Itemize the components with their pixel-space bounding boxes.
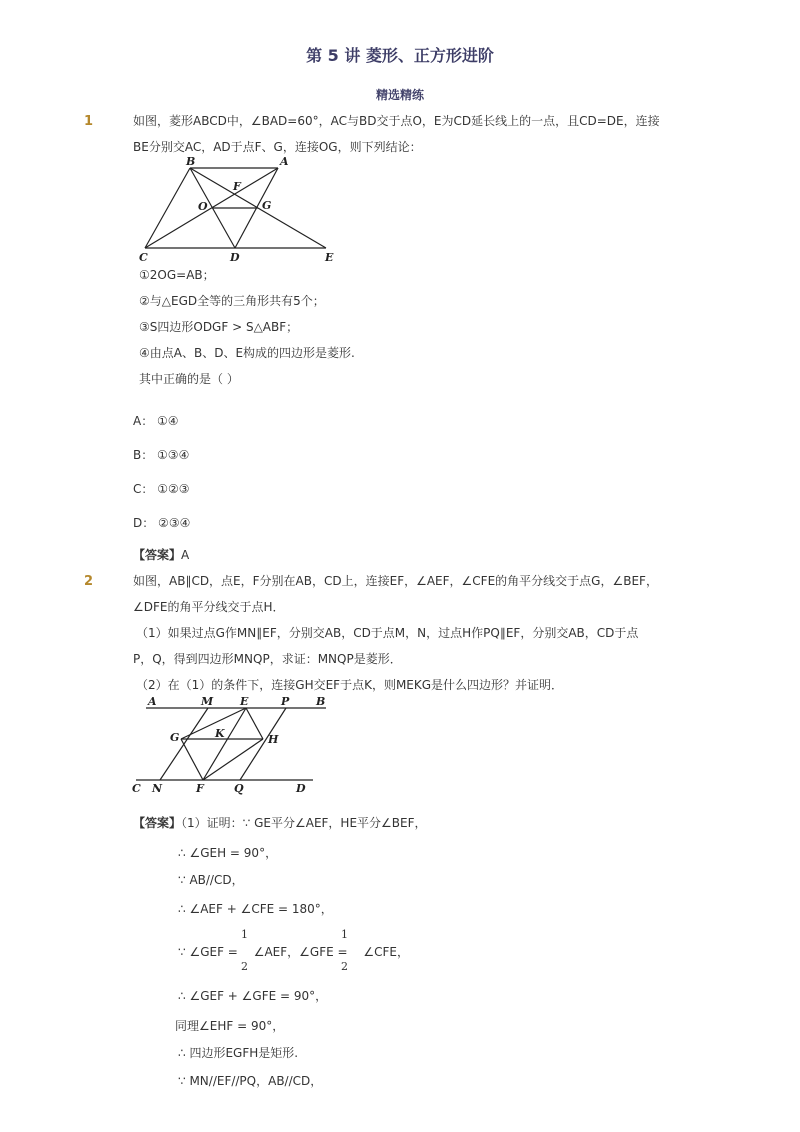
q1-label-O: O — [198, 200, 208, 213]
q2-stem-line1: 如图，AB∥CD，点E，F分别在AB，CD上，连接EF，∠AEF，∠CFE的角平分线交于点G，∠BEF， — [133, 574, 658, 588]
q2-label-C: C — [132, 782, 141, 795]
q2-step-2: ∵ AB//CD， — [178, 873, 244, 887]
q2-part1-line2: P，Q，得到四边形MNQP，求证：MNQP是菱形． — [133, 652, 402, 666]
q2-part2: （2）在（1）的条件下，连接GH交EF于点K，则MEKG是什么四边形？并证明． — [136, 678, 564, 692]
q2-label-E: E — [240, 695, 249, 708]
q2-label-K: K — [215, 727, 225, 740]
q2-step-4-start: ∵ ∠GEF = — [178, 945, 242, 959]
q2-answer-label: 【答案】 — [133, 816, 182, 830]
q2-label-M: M — [201, 695, 214, 708]
q2-label-P: P — [281, 695, 290, 708]
q2-step-7: ∴ 四边形EGFH是矩形. — [178, 1046, 299, 1060]
q2-part1-line1: （1）如果过点G作MN∥EF，分别交AB，CD于点M，N，过点H作PQ∥EF，分别交AB，CD于点 — [136, 626, 639, 640]
q2-label-D: D — [296, 782, 306, 795]
q2-answer-intro-text: （1）证明：∵ GE平分∠AEF，HE平分∠BEF， — [181, 816, 427, 830]
q1-label-D: D — [230, 251, 240, 264]
q1-label-G: G — [262, 199, 272, 212]
q2-step-4-end: ∠CFE， — [363, 945, 409, 959]
q2-label-G: G — [170, 731, 180, 744]
q1-conclusion-1: ①2OG=AB； — [139, 268, 215, 282]
q2-label-B: B — [316, 695, 326, 708]
q1-conclusion-4: ④由点A、B、D、E构成的四边形是菱形. — [139, 346, 355, 360]
q2-step-4 — [178, 944, 409, 960]
q2-label-Q: Q — [234, 782, 244, 795]
q2-step-3: ∴ ∠AEF + ∠CFE = 180°， — [178, 902, 333, 916]
q2-step-1: ∴ ∠GEH = 90°， — [178, 846, 278, 860]
q2-frac2-denominator: 2 — [341, 960, 348, 973]
q1-stem-line1: 如图，菱形ABCD中，∠BAD=60°，AC与BD交于点O，E为CD延长线上的一点，且CD=DE，连接 — [133, 114, 660, 128]
q2-stem-line2: ∠DFE的角平分线交于点H． — [133, 600, 285, 614]
q2-label-A: A — [148, 695, 157, 708]
q1-question: 其中正确的是（ ） — [139, 372, 239, 386]
q2-step-8: ∵ MN//EF//PQ，AB//CD， — [178, 1074, 323, 1088]
q2-step-5: ∴ ∠GEF + ∠GFE = 90°， — [178, 989, 328, 1003]
q1-option-b[interactable]: B： ①③④ — [133, 448, 190, 462]
q2-frac1-denominator: 2 — [241, 960, 248, 973]
q2-step-6: 同理∠EHF = 90°， — [175, 1019, 285, 1033]
section-subtitle: 精选精练 — [375, 88, 424, 102]
q2-label-F: F — [196, 782, 204, 795]
q1-rhombus-figure — [130, 155, 350, 267]
q1-option-a[interactable]: A： ①④ — [133, 414, 179, 428]
page-title: 第 5 讲 菱形、正方形进阶 — [306, 46, 494, 65]
q2-frac2-numerator: 1 — [341, 928, 348, 941]
q2-step-4-mid: ∠AEF，∠GFE = — [253, 945, 352, 959]
question-number-2: 2 — [84, 574, 94, 589]
q1-conclusion-3: ③S四边形ODGF > S△ABF； — [139, 320, 299, 334]
q1-label-F: F — [233, 180, 241, 193]
q1-label-B: B — [186, 155, 196, 168]
q1-answer-label: 【答案】 — [133, 548, 182, 562]
q1-label-C: C — [139, 251, 148, 264]
q1-answer-value: A — [181, 548, 190, 562]
q1-option-d[interactable]: D： ②③④ — [133, 516, 191, 530]
q1-conclusion-2: ②与△EGD全等的三角形共有5个； — [139, 294, 325, 308]
q1-stem-line2: BE分别交AC，AD于点F、G，连接OG，则下列结论： — [133, 140, 422, 154]
question-number-1: 1 — [84, 114, 94, 129]
q1-answer — [133, 547, 189, 563]
q2-label-H: H — [268, 733, 279, 746]
q1-option-c[interactable]: C： ①②③ — [133, 482, 190, 496]
q2-parallel-figure — [128, 693, 338, 796]
q2-frac1-numerator: 1 — [241, 928, 248, 941]
q1-label-A: A — [280, 155, 289, 168]
q1-label-E: E — [325, 251, 334, 264]
q2-label-N: N — [152, 782, 163, 795]
q2-answer-intro — [133, 815, 427, 831]
